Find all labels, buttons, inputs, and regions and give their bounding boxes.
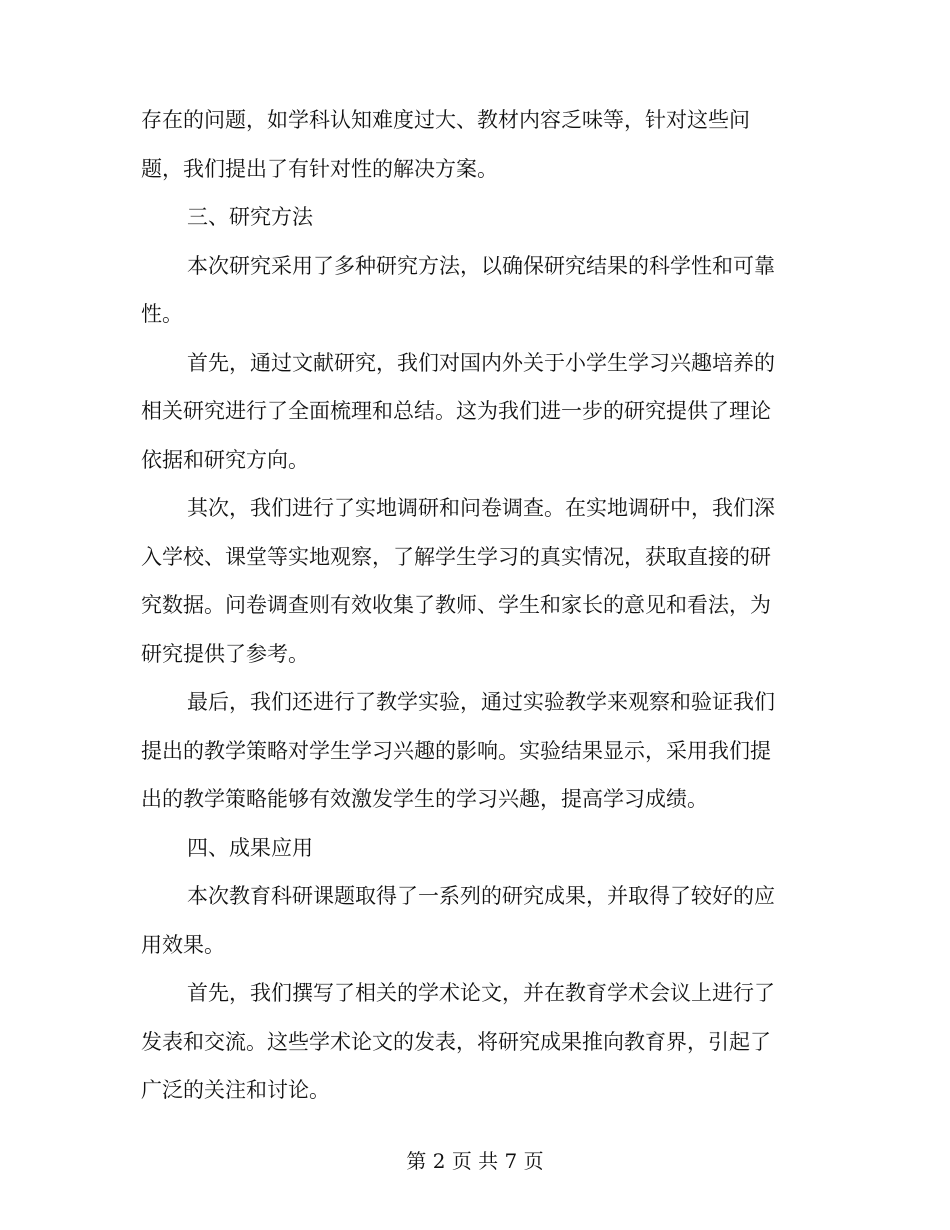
text-line: 最后，我们还进行了教学实验，通过实验教学来观察和验证我们 [187, 690, 775, 714]
page-number-footer: 第 2 页 共 7 页 [406, 1149, 544, 1173]
text-line: 广泛的关注和讨论。 [141, 1078, 330, 1102]
text-line: 存在的问题，如学科认知难度过大、教材内容乏味等，针对这些问 [141, 108, 750, 132]
text-line: 提出的教学策略对学生学习兴趣的影响。实验结果显示，采用我们提 [141, 738, 771, 763]
text-line: 入学校、课堂等实地观察，了解学生学习的真实情况，获取直接的研 [141, 544, 771, 569]
text-line: 首先，我们撰写了相关的学术论文，并在教育学术会议上进行了 [187, 981, 775, 1005]
text-line: 发表和交流。这些学术论文的发表，将研究成果推向教育界，引起了 [141, 1029, 771, 1054]
section-heading: 三、研究方法 [187, 205, 313, 229]
text-line: 其次，我们进行了实地调研和问卷调查。在实地调研中，我们深 [187, 496, 775, 520]
text-line: 本次教育科研课题取得了一系列的研究成果，并取得了较好的应 [187, 884, 775, 908]
text-line: 究数据。问卷调查则有效收集了教师、学生和家长的意见和看法，为 [141, 593, 771, 617]
text-line: 依据和研究方向。 [141, 447, 309, 472]
text-line: 研究提供了参考。 [141, 641, 309, 666]
document-body [141, 96, 801, 1115]
section-heading: 四、成果应用 [187, 835, 313, 860]
text-line: 首先，通过文献研究，我们对国内外关于小学生学习兴趣培养的 [187, 350, 775, 375]
text-line: 用效果。 [141, 932, 225, 957]
text-line: 性。 [141, 302, 183, 326]
text-line: 出的教学策略能够有效激发学生的学习兴趣，提高学习成绩。 [141, 787, 708, 811]
text-line: 相关研究进行了全面梳理和总结。这为我们进一步的研究提供了理论 [141, 399, 771, 423]
text-line: 本次研究采用了多种研究方法，以确保研究结果的科学性和可靠 [187, 253, 775, 278]
text-line: 题，我们提出了有针对性的解决方案。 [141, 156, 498, 181]
